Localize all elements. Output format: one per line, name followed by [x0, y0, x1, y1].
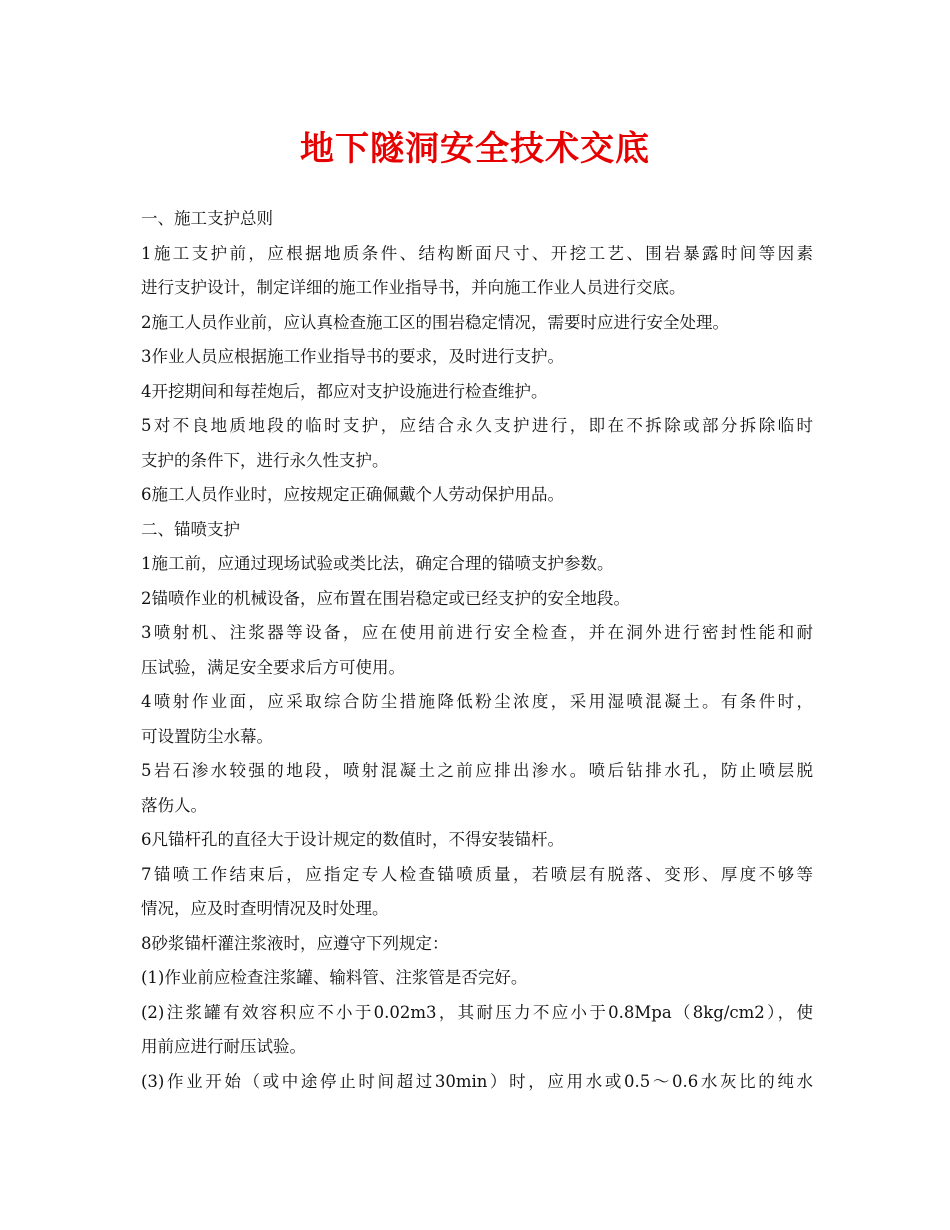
text-line: 2锚喷作业的机械设备，应布置在围岩稳定或已经支护的安全地段。 [141, 588, 630, 608]
document-body [141, 202, 813, 1099]
text-line: 1施工前，应通过现场试验或类比法，确定合理的锚喷支护参数。 [141, 554, 614, 573]
text-line: 5岩石渗水较强的地段，喷射混凝土之前应排出渗水。喷后钻排水孔，防止喷层脱 [141, 761, 813, 780]
text-line: (1)作业前应检查注浆罐、输料管、注浆管是否完好。 [141, 968, 528, 987]
text-line: 3喷射机、注浆器等设备，应在使用前进行安全检查，并在洞外进行密封性能和耐 [141, 623, 813, 642]
text-line: 支护的条件下，进行永久性支护。 [141, 450, 389, 470]
text-line: 一、施工支护总则 [141, 209, 273, 228]
text-line: 4喷射作业面，应采取综合防尘措施降低粉尘浓度，采用湿喷混凝土。有条件时， [141, 692, 813, 711]
text-line: 情况，应及时查明情况及时处理。 [141, 899, 389, 918]
text-line: (3)作业开始（或中途停止时间超过30min）时，应用水或0.5～0.6水灰比的纯水 [141, 1071, 813, 1091]
text-line: 1施工支护前，应根据地质条件、结构断面尺寸、开挖工艺、围岩暴露时间等因素 [141, 243, 813, 263]
text-line: 4开挖期间和每茬炮后，都应对支护设施进行检查维护。 [141, 381, 548, 401]
text-line: 二、锚喷支护 [141, 519, 240, 539]
text-line: 落伤人。 [141, 795, 207, 815]
text-line: 8砂浆锚杆灌注浆液时，应遵守下列规定： [141, 933, 449, 953]
text-line: 用前应进行耐压试验。 [141, 1037, 306, 1056]
text-line: 2施工人员作业前，应认真检查施工区的围岩稳定情况，需要时应进行安全处理。 [141, 312, 729, 332]
text-line: 3作业人员应根据施工作业指导书的要求，及时进行支护。 [141, 347, 564, 366]
text-line: 5对不良地质地段的临时支护，应结合永久支护进行，即在不拆除或部分拆除临时 [141, 416, 813, 435]
text-line: 进行支护设计，制定详细的施工作业指导书，并向施工作业人员进行交底。 [141, 278, 686, 297]
text-line: 可设置防尘水幕。 [141, 726, 273, 746]
text-line: 7锚喷工作结束后，应指定专人检查锚喷质量，若喷层有脱落、变形、厚度不够等 [141, 864, 813, 884]
text-line: 压试验，满足安全要求后方可使用。 [141, 657, 405, 677]
text-line: (2)注浆罐有效容积应不小于0.02m3，其耐压力不应小于0.8Mpa（8kg/cm2），使 [141, 1002, 813, 1022]
text-line: 6凡锚杆孔的直径大于设计规定的数值时，不得安装锚杆。 [141, 830, 564, 849]
document-title: 地下隧洞安全技术交底 [300, 129, 650, 169]
text-line: 6施工人员作业时，应按规定正确佩戴个人劳动保护用品。 [141, 485, 564, 504]
